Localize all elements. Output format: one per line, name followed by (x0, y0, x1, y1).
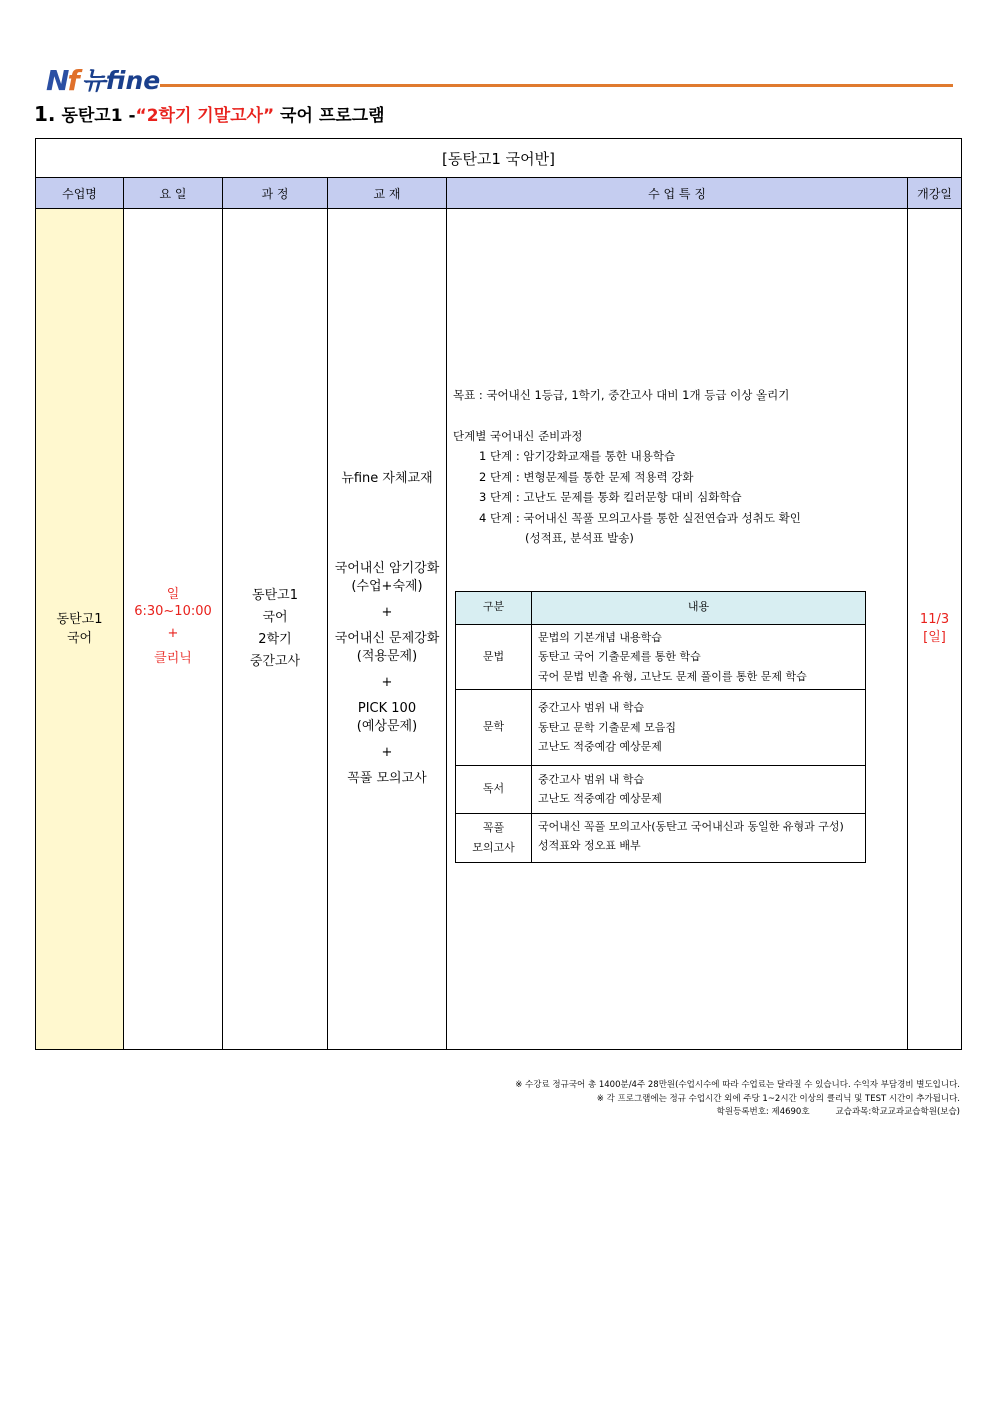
sub-content-line: 국어내신 꼭풀 모의고사(동탄고 국어내신과 동일한 유형과 구성) (538, 819, 844, 833)
sub-category: 문법 (456, 624, 532, 690)
stage-item: 4 단계 : 국어내신 꼭풀 모의고사를 통한 실전연습과 성취도 확인 (479, 510, 801, 525)
title-highlight: “2학기 기말고사” (135, 106, 275, 126)
footnotes (515, 1079, 960, 1120)
logo-mark: Nf (46, 64, 78, 97)
class-name-cell (36, 209, 124, 1050)
sub-content-line: 중간고사 범위 내 학습 (538, 701, 645, 714)
sub-category: 문학 (456, 690, 532, 766)
table-row (456, 765, 866, 813)
schedule-time: 6:30~10:00 (134, 604, 212, 619)
course-line: 2학기 (258, 632, 292, 647)
sub-content-line: 문법의 기본개념 내용학습 (538, 630, 662, 644)
header-day: 요 일 (124, 178, 223, 209)
header-features: 수 업 특 징 (447, 178, 908, 209)
sub-content-line: 고난도 적중예감 예상문제 (538, 740, 662, 753)
open-date-cell (908, 209, 962, 1050)
content-subtable (455, 591, 866, 863)
course-line: 중간고사 (249, 654, 301, 669)
textbook-mock: 꼭풀 모의고사 (347, 771, 427, 786)
textbook-pick: PICK 100 (357, 701, 417, 716)
program-table (35, 138, 962, 1050)
sub-category: 독서 (456, 765, 532, 813)
header-open-date: 개강일 (908, 178, 962, 209)
textbook-pick-note: (예상문제) (356, 719, 418, 734)
sub-header-category: 구분 (456, 591, 532, 624)
title-suffix: 국어 프로그램 (274, 106, 385, 126)
sub-content-line: 동탄고 문학 기출문제 모음집 (538, 720, 677, 734)
stages-title: 단계별 국어내신 준비과정 (453, 428, 583, 443)
schedule-clinic: 클리닉 (154, 651, 192, 666)
schedule-plus: + (167, 626, 179, 641)
textbook-cell (328, 209, 447, 1050)
sub-content-line: 국어 문법 빈출 유형, 고난도 문제 풀이를 통한 문제 학습 (538, 669, 807, 683)
logo (46, 60, 160, 96)
table-row (456, 813, 866, 862)
title-prefix: 동탄고1 - (61, 106, 136, 126)
textbook-problem: 국어내신 문제강화 (334, 631, 440, 646)
sub-category-line: 모의고사 (472, 840, 515, 854)
sub-header-content: 내용 (532, 591, 866, 624)
stage-item: 2 단계 : 변형문제를 통한 문제 적용력 강화 (479, 469, 694, 484)
course-cell (223, 209, 328, 1050)
teaching-subject: 교습과목:학교교과교습학원(보습) (835, 1107, 960, 1117)
textbook-plus: + (381, 605, 393, 620)
table-row (456, 690, 866, 766)
goal-text: 목표 : 국어내신 1등급, 1학기, 중간고사 대비 1개 등급 이상 올리기 (453, 388, 790, 402)
table-row (456, 624, 866, 690)
sub-content-line: 중간고사 범위 내 학습 (538, 772, 645, 786)
sub-category (456, 813, 532, 862)
page-title (34, 101, 385, 126)
class-name-line: 국어 (66, 631, 93, 646)
registration-info (515, 1106, 960, 1120)
stage-item: 3 단계 : 고난도 문제를 통화 킬러문항 대비 심화학습 (479, 490, 742, 504)
section-number: 1. (34, 102, 56, 126)
header-course: 과 정 (223, 178, 328, 209)
sub-content (532, 813, 866, 862)
open-day: [일] (923, 630, 946, 645)
textbook-memory-note: (수업+숙제) (351, 579, 423, 594)
logo-text: 뉴fine (81, 66, 161, 95)
features-cell (447, 209, 908, 1050)
sub-content-line: 성적표와 정오표 배부 (538, 839, 641, 852)
textbook-plus: + (381, 675, 393, 690)
registration-number: 학원등록번호: 제4690호 (716, 1107, 810, 1117)
header-textbook: 교 재 (328, 178, 447, 209)
open-date: 11/3 (919, 612, 950, 627)
textbook-own: 뉴fine 자체교재 (341, 471, 433, 486)
textbook-plus: + (381, 745, 393, 760)
stage-item: 1 단계 : 암기강화교재를 통한 내용학습 (479, 449, 676, 463)
tuition-note: ※ 수강료 정규국어 총 1400분/4주 28만원(수업시수에 따라 수업료는 달라질 수 있습니다. 수익자 부담경비 별도입니다. (515, 1080, 960, 1090)
header-class-name: 수업명 (36, 178, 124, 209)
sub-content (532, 624, 866, 690)
sub-content-line: 고난도 적중예감 예상문제 (538, 792, 662, 805)
class-name-line: 동탄고1 (56, 612, 103, 627)
textbook-problem-note: (적용문제) (356, 649, 418, 664)
schedule-cell (124, 209, 223, 1050)
sub-content-line: 동탄고 국어 기출문제를 통한 학습 (538, 650, 701, 663)
course-line: 국어 (262, 610, 288, 625)
clinic-note: ※ 각 프로그램에는 정규 수업시간 외에 주당 1~2시간 이상의 클리닉 및 TEST 시간이 추가됩니다. (596, 1093, 960, 1104)
header-divider (160, 84, 953, 87)
course-line: 동탄고1 (252, 588, 298, 603)
stage-note: (성적표, 분석표 발송) (525, 531, 634, 545)
sub-content (532, 765, 866, 813)
sub-category-line: 꼭풀 (482, 821, 505, 834)
sub-content (532, 690, 866, 766)
schedule-day: 일 (166, 587, 180, 602)
textbook-memory: 국어내신 암기강화 (334, 561, 440, 576)
table-title: [동탄고1 국어반] (36, 139, 962, 178)
